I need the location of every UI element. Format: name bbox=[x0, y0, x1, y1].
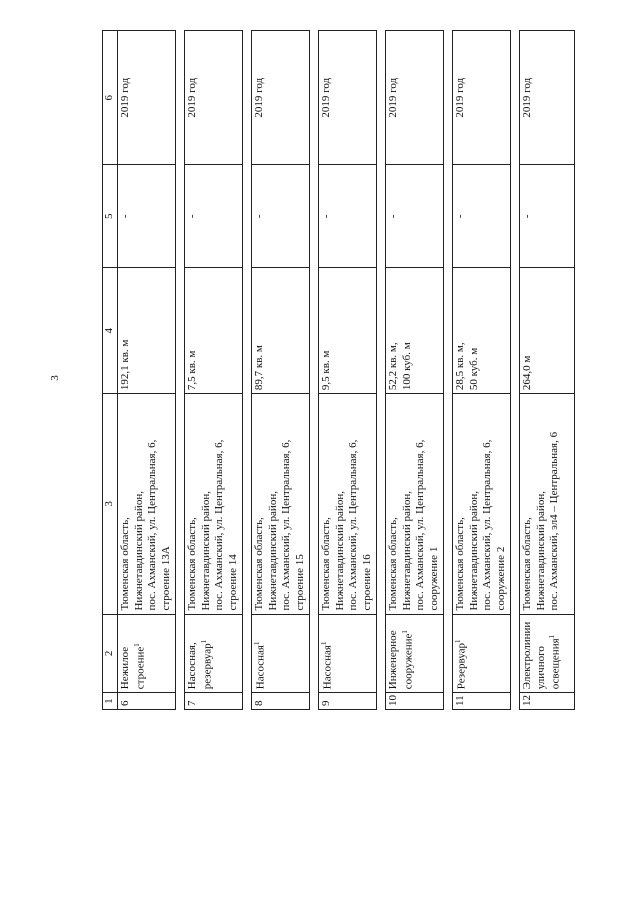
object-address bbox=[251, 394, 309, 614]
row-number: 6 bbox=[117, 693, 175, 710]
object-address bbox=[385, 394, 443, 614]
year-value: 2019 год bbox=[318, 31, 376, 165]
object-address bbox=[519, 394, 574, 614]
row-gap-cell bbox=[443, 31, 452, 710]
header-cell: 3 bbox=[103, 394, 118, 614]
address-line: Тюменская область, bbox=[520, 517, 533, 611]
address-line: Нижнетавдинский район, bbox=[266, 491, 279, 611]
area-line: 9,5 кв. м bbox=[319, 350, 332, 391]
address-line: пос. Ахманский, эл4 – Центральная, 6 bbox=[548, 431, 561, 611]
area-line: 264,0 м bbox=[520, 355, 533, 391]
row-number: 8 bbox=[251, 693, 309, 710]
header-cell: 5 bbox=[103, 165, 118, 268]
column-5-value: - bbox=[184, 165, 242, 268]
row-gap-cell bbox=[242, 31, 251, 710]
row-gap bbox=[175, 31, 184, 710]
address-line: Нижнетавдинский район, bbox=[534, 491, 547, 611]
column-5-value: - bbox=[117, 165, 175, 268]
column-5-value: - bbox=[452, 165, 510, 268]
row-gap-cell bbox=[376, 31, 385, 710]
row-number: 12 bbox=[519, 693, 574, 710]
header-row bbox=[103, 31, 118, 710]
address-line: Тюменская область, bbox=[185, 517, 198, 611]
table-row bbox=[519, 31, 574, 710]
header-cell: 4 bbox=[103, 268, 118, 394]
table-row bbox=[251, 31, 309, 710]
object-address bbox=[184, 394, 242, 614]
header-cell: 6 bbox=[103, 31, 118, 165]
table-row bbox=[184, 31, 242, 710]
address-line: Тюменская область, bbox=[453, 517, 466, 611]
year-value: 2019 год bbox=[385, 31, 443, 165]
address-line: пос. Ахманский, ул. Центральная, 6, bbox=[146, 439, 159, 611]
column-5-value: - bbox=[385, 165, 443, 268]
year-value: 2019 год bbox=[184, 31, 242, 165]
address-line: строение 14 bbox=[227, 554, 239, 611]
property-table bbox=[102, 30, 575, 710]
object-area bbox=[452, 268, 510, 394]
object-area bbox=[385, 268, 443, 394]
area-line: 192,1 кв. м bbox=[118, 339, 131, 391]
object-area bbox=[184, 268, 242, 394]
row-gap-cell bbox=[309, 31, 318, 710]
area-line: 28,5 кв. м, bbox=[453, 342, 466, 391]
row-gap bbox=[443, 31, 452, 710]
rotated-table-stage bbox=[102, 30, 562, 710]
object-address bbox=[117, 394, 175, 614]
row-gap bbox=[242, 31, 251, 710]
address-line: сооружение 1 bbox=[428, 546, 440, 611]
object-name-text: Электролинии уличного освещения bbox=[520, 621, 562, 690]
footnote-mark: 1 bbox=[252, 641, 261, 646]
object-name-text: Нежилое строение bbox=[118, 646, 147, 690]
object-name-text: Резервуар bbox=[455, 642, 468, 690]
address-line: пос. Ахманский, ул. Центральная, 6, bbox=[213, 439, 226, 611]
table-row bbox=[452, 31, 510, 710]
object-name bbox=[385, 614, 443, 693]
footnote-mark: 1 bbox=[199, 639, 208, 644]
address-line: строение 13А bbox=[160, 546, 172, 611]
footnote-mark: 1 bbox=[548, 634, 557, 639]
table-row bbox=[117, 31, 175, 710]
address-line: пос. Ахманский, ул. Центральная, 6, bbox=[347, 439, 360, 611]
address-line: строение 16 bbox=[361, 554, 373, 611]
area-line: 89,7 кв. м bbox=[252, 345, 265, 391]
area-line: 50 куб. м bbox=[467, 347, 480, 391]
address-line: Тюменская область, bbox=[118, 517, 131, 611]
object-area bbox=[519, 268, 574, 394]
column-5-value: - bbox=[519, 165, 574, 268]
area-line: 52,2 кв. м, bbox=[386, 342, 399, 391]
object-name bbox=[117, 614, 175, 693]
header-cell: 1 bbox=[103, 693, 118, 710]
header-cell: 2 bbox=[103, 614, 118, 693]
footnote-mark: 1 bbox=[319, 641, 328, 646]
object-area bbox=[251, 268, 309, 394]
address-line: Нижнетавдинский район, bbox=[199, 491, 212, 611]
page-number: 3 bbox=[48, 375, 61, 381]
row-gap bbox=[309, 31, 318, 710]
row-gap-cell bbox=[175, 31, 184, 710]
address-line: Нижнетавдинский район, bbox=[132, 491, 145, 611]
footnote-mark: 1 bbox=[453, 639, 462, 643]
row-number: 9 bbox=[318, 693, 376, 710]
table-row bbox=[385, 31, 443, 710]
address-line: строение 15 bbox=[294, 554, 306, 611]
address-line: Тюменская область, bbox=[386, 517, 399, 611]
address-line: пос. Ахманский, ул. Центральная, 6, bbox=[481, 439, 494, 611]
row-gap-cell bbox=[510, 31, 519, 710]
row-number: 7 bbox=[184, 693, 242, 710]
object-name-text: Насосная bbox=[254, 645, 267, 690]
table-row bbox=[318, 31, 376, 710]
object-name bbox=[251, 614, 309, 693]
year-value: 2019 год bbox=[519, 31, 574, 165]
address-line: Нижнетавдинский район, bbox=[467, 491, 480, 611]
area-line: 100 куб. м bbox=[400, 342, 413, 391]
object-name bbox=[184, 614, 242, 693]
address-line: Нижнетавдинский район, bbox=[400, 491, 413, 611]
year-value: 2019 год bbox=[251, 31, 309, 165]
object-address bbox=[452, 394, 510, 614]
object-name bbox=[318, 614, 376, 693]
year-value: 2019 год bbox=[452, 31, 510, 165]
column-5-value: - bbox=[318, 165, 376, 268]
area-line: 7,5 кв. м bbox=[185, 350, 198, 391]
row-gap bbox=[510, 31, 519, 710]
column-5-value: - bbox=[251, 165, 309, 268]
object-area bbox=[117, 268, 175, 394]
address-line: Тюменская область, bbox=[252, 517, 265, 611]
address-line: сооружение 2 bbox=[495, 546, 507, 611]
row-number: 11 bbox=[452, 693, 510, 710]
footnote-mark: 1 bbox=[400, 630, 409, 634]
object-name bbox=[519, 614, 574, 693]
year-value: 2019 год bbox=[117, 31, 175, 165]
object-name-text: Насосная bbox=[321, 645, 334, 690]
address-line: пос. Ахманский, ул. Центральная, 6, bbox=[280, 439, 293, 611]
object-address bbox=[318, 394, 376, 614]
address-line: Нижнетавдинский район, bbox=[333, 491, 346, 611]
object-area bbox=[318, 268, 376, 394]
address-line: пос. Ахманский, ул. Центральная, 6, bbox=[414, 439, 427, 611]
footnote-mark: 1 bbox=[132, 643, 141, 647]
row-gap bbox=[376, 31, 385, 710]
row-number: 10 bbox=[385, 693, 443, 710]
object-name-text: Насосная, резервуар bbox=[185, 642, 214, 690]
address-line: Тюменская область, bbox=[319, 517, 332, 611]
object-name bbox=[452, 614, 510, 693]
object-name-text: Инженерное сооружение bbox=[386, 630, 415, 690]
